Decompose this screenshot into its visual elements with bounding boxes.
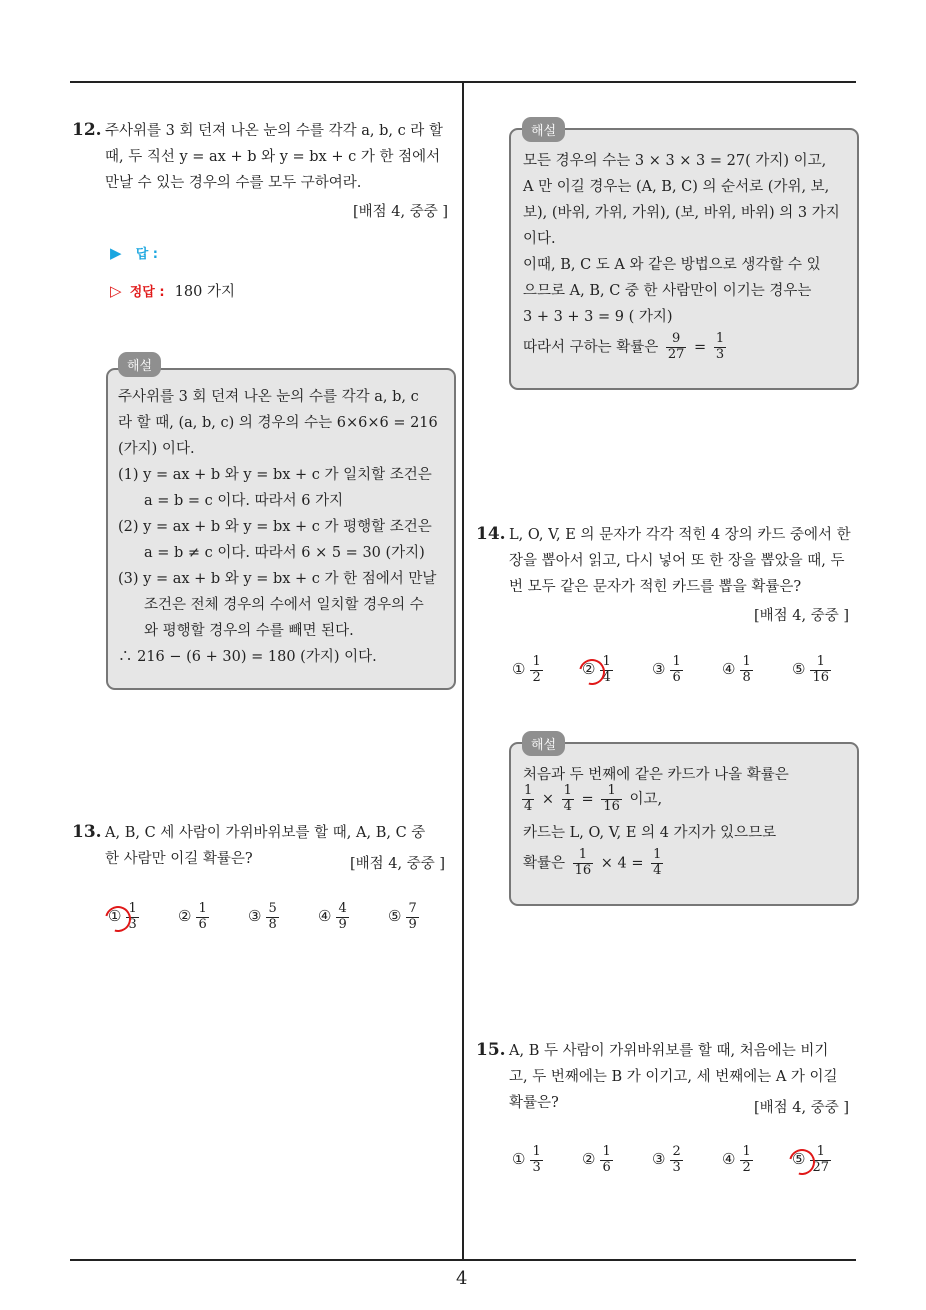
explanation-box-13	[509, 128, 859, 390]
choice-label: ②	[582, 1150, 596, 1169]
explanation-line: 라 할 때, (a, b, c) 의 경우의 수는 6×6×6 = 216	[118, 415, 438, 431]
fraction-denominator: 3	[715, 346, 725, 362]
choice-4[interactable]	[722, 655, 756, 686]
fraction-numerator: 1	[198, 901, 207, 916]
choice-4[interactable]	[722, 1145, 756, 1176]
fraction-numerator: 5	[268, 901, 277, 916]
fraction-denominator: 6	[672, 669, 681, 685]
fraction-denominator: 9	[338, 916, 347, 932]
explanation-line: (3) y = ax + b 와 y = bx + c 가 한 점에서 만날	[118, 571, 437, 587]
fraction-numerator: 1	[602, 1144, 611, 1159]
explanation-line: 조건은 전체 경우의 수에서 일치할 경우의 수	[144, 597, 424, 613]
explanation-line: (1) y = ax + b 와 y = bx + c 가 일치할 조건은	[118, 467, 432, 483]
fraction-denominator: 9	[408, 916, 417, 932]
fraction-denominator: 4	[602, 669, 611, 685]
equals-sign: =	[694, 339, 707, 356]
choice-label: ⑤	[792, 660, 806, 679]
explanation-text: 확률은	[523, 855, 566, 872]
fraction-denominator: 16	[812, 669, 829, 685]
explanation-box-14	[509, 742, 859, 906]
question-text-line: 만날 수 있는 경우의 수를 모두 구하여라.	[105, 175, 362, 191]
explanation-final-line	[523, 332, 729, 363]
choice-label: ①	[512, 1150, 526, 1169]
explanation-line: a = b = c 이다. 따라서 6 가지	[144, 493, 344, 509]
fraction-numerator: 7	[408, 901, 417, 916]
page-number: 4	[456, 1268, 468, 1289]
question-text-line: 한 사람만 이길 확률은?	[105, 851, 253, 867]
fraction-denominator: 4	[524, 798, 533, 814]
choice-label: ④	[722, 660, 736, 679]
fraction-numerator: 1	[573, 848, 594, 864]
choice-label: ③	[652, 660, 666, 679]
explanation-line: 이때, B, C 도 A 와 같은 방법으로 생각할 수 있	[523, 257, 821, 273]
question-number: 14.	[476, 524, 506, 544]
question-text-line: 때, 두 직선 y = ax + b 와 y = bx + c 가 한 점에서	[105, 149, 441, 165]
choice-1[interactable]	[512, 1145, 546, 1176]
fraction-numerator: 2	[672, 1144, 681, 1159]
explanation-line: 3 + 3 + 3 = 9 ( 가지)	[523, 309, 673, 325]
choice-3[interactable]	[652, 655, 686, 686]
fraction-denominator: 4	[653, 862, 662, 878]
choice-3[interactable]	[652, 1145, 686, 1176]
fraction-denominator: 8	[742, 669, 751, 685]
explanation-text: 이고,	[629, 791, 663, 808]
fraction-denominator: 3	[532, 1159, 541, 1175]
outline-arrow-icon: ▷	[110, 282, 122, 300]
question-number: 15.	[476, 1040, 506, 1060]
times-sign: ×	[541, 791, 555, 808]
fraction-numerator: 1	[810, 655, 831, 671]
fraction-numerator: 9	[666, 332, 687, 348]
question-text-line: 고, 두 번째에는 B 가 이기고, 세 번째에는 A 가 이길	[509, 1069, 838, 1085]
fraction-denominator: 16	[603, 798, 620, 814]
choice-label: ⑤	[792, 1150, 806, 1169]
explanation-line: 으므로 A, B, C 중 한 사람만이 이기는 경우는	[523, 283, 812, 299]
fraction-denominator: 3	[672, 1159, 681, 1175]
explanation-line: 모든 경우의 수는 3 × 3 × 3 = 27( 가지) 이고,	[523, 153, 827, 169]
fraction-denominator: 3	[128, 916, 137, 932]
choice-1[interactable]	[512, 655, 546, 686]
bottom-rule	[70, 1259, 856, 1261]
choice-label: ②	[582, 660, 596, 679]
choice-2[interactable]	[582, 1145, 616, 1176]
question-number: 13.	[72, 822, 102, 842]
explanation-tag: 해설	[522, 731, 565, 756]
choice-label: ②	[178, 907, 192, 926]
choice-3[interactable]	[248, 902, 282, 933]
choice-label: ③	[652, 1150, 666, 1169]
question-text-line: A, B, C 세 사람이 가위바위보를 할 때, A, B, C 중	[105, 825, 426, 841]
fraction-numerator: 1	[602, 654, 611, 669]
explanation-final-line	[523, 848, 666, 879]
correct-value: 180 가지	[174, 284, 235, 300]
question-text-line: L, O, V, E 의 문자가 각각 적힌 4 장의 카드 중에서 한	[509, 527, 851, 543]
choice-4[interactable]	[318, 902, 352, 933]
choice-2[interactable]	[178, 902, 212, 933]
choice-label: ①	[512, 660, 526, 679]
answer-row	[110, 243, 158, 262]
fraction-numerator: 1	[532, 654, 541, 669]
explanation-line: 와 평행할 경우의 수를 빼면 된다.	[144, 623, 354, 639]
fraction-denominator: 2	[532, 669, 541, 685]
fraction-numerator: 1	[128, 901, 137, 916]
choice-label: ⑤	[388, 907, 402, 926]
equals-sign: =	[581, 791, 594, 808]
fraction-denominator: 4	[563, 798, 572, 814]
fraction-denominator: 2	[742, 1159, 751, 1175]
fraction-denominator: 6	[602, 1159, 611, 1175]
explanation-box-12	[106, 368, 456, 690]
fraction-denominator: 8	[268, 916, 277, 932]
choice-label: ③	[248, 907, 262, 926]
fraction-denominator: 6	[198, 916, 207, 932]
question-text-line: 번 모두 같은 문자가 적힌 카드를 뽑을 확률은?	[509, 579, 802, 595]
question-text-line: A, B 두 사람이 가위바위보를 할 때, 처음에는 비기	[509, 1043, 829, 1059]
fraction-numerator: 1	[563, 783, 572, 798]
choice-label: ①	[108, 907, 122, 926]
explanation-tag: 해설	[118, 352, 161, 377]
correct-label: 정답 :	[129, 285, 165, 300]
explanation-line: 카드는 L, O, V, E 의 4 가지가 있으므로	[523, 825, 777, 841]
explanation-fraction-line	[519, 784, 662, 815]
fraction-numerator: 1	[810, 1145, 831, 1161]
column-divider	[462, 82, 464, 1260]
fraction-numerator: 1	[524, 783, 533, 798]
fraction-numerator: 1	[742, 1144, 751, 1159]
fraction-numerator: 1	[742, 654, 751, 669]
fraction-numerator: 1	[715, 331, 725, 346]
fraction-numerator: 1	[532, 1144, 541, 1159]
score-meta: [배점 4, 중중 ]	[754, 1100, 850, 1116]
fraction-numerator: 1	[653, 847, 662, 862]
answer-label: 답 :	[135, 247, 158, 262]
explanation-line: (가지) 이다.	[118, 441, 195, 457]
fraction-denominator: 16	[574, 862, 592, 878]
question-text-line: 장을 뽑아서 읽고, 다시 넣어 또 한 장을 뽑았을 때, 두	[509, 553, 845, 569]
explanation-line: 처음과 두 번째에 같은 카드가 나올 확률은	[523, 767, 789, 783]
correct-answer-row	[110, 280, 235, 301]
explanation-line: a = b ≠ c 이다. 따라서 6 × 5 = 30 (가지)	[144, 545, 425, 561]
play-arrow-icon: ▶	[110, 244, 122, 262]
times-four: × 4 =	[600, 855, 644, 872]
explanation-line: ∴ 216 − (6 + 30) = 180 (가지) 이다.	[118, 649, 377, 665]
explanation-line: (2) y = ax + b 와 y = bx + c 가 평행할 조건은	[118, 519, 432, 535]
explanation-tag: 해설	[522, 117, 565, 142]
explanation-line: 주사위를 3 회 던져 나온 눈의 수를 각각 a, b, c	[118, 389, 419, 405]
fraction-numerator: 1	[601, 784, 622, 800]
choice-label: ④	[318, 907, 332, 926]
question-text-line: 확률은?	[509, 1095, 559, 1111]
fraction-numerator: 4	[338, 901, 347, 916]
explanation-line: 이다.	[523, 231, 556, 247]
choice-label: ④	[722, 1150, 736, 1169]
score-meta: [배점 4, 중중 ]	[350, 856, 446, 872]
question-text-line: 주사위를 3 회 던져 나온 눈의 수를 각각 a, b, c 라 할	[105, 123, 443, 139]
fraction-numerator: 1	[672, 654, 681, 669]
score-meta: [배점 4, 중중 ]	[353, 204, 449, 220]
choice-5[interactable]	[792, 655, 834, 686]
explanation-text: 따라서 구하는 확률은	[523, 339, 659, 356]
question-number: 12.	[72, 120, 102, 140]
explanation-line: A 만 이길 경우는 (A, B, C) 의 순서로 (가위, 보,	[523, 179, 830, 195]
explanation-line: 보), (바위, 가위, 가위), (보, 바위, 바위) 의 3 가지	[523, 205, 840, 221]
fraction-denominator: 27	[667, 346, 685, 362]
score-meta: [배점 4, 중중 ]	[754, 608, 850, 624]
choice-5[interactable]	[388, 902, 422, 933]
fraction-denominator: 27	[812, 1159, 829, 1175]
